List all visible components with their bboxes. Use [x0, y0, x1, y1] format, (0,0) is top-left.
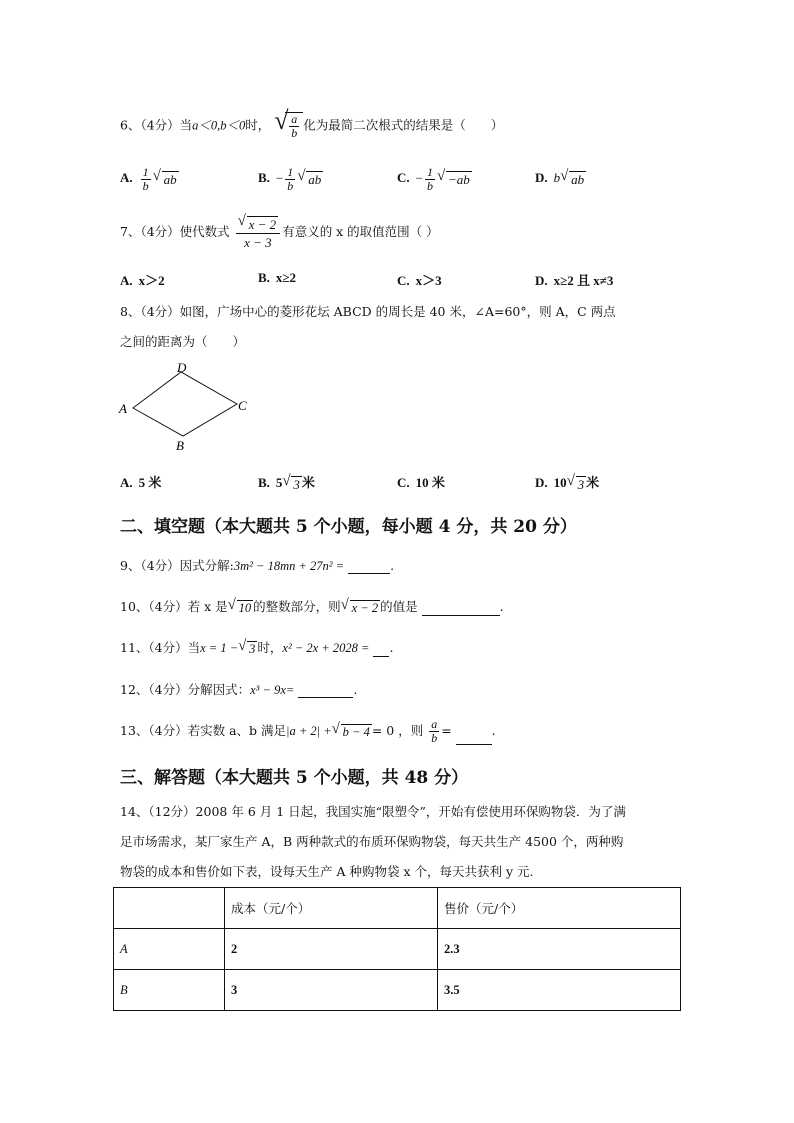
cost-price-table	[113, 887, 681, 1011]
table-cell: 2.3	[438, 929, 681, 970]
rhombus-diagram	[113, 360, 263, 455]
q8-option-c[interactable]: C. 10 米	[397, 475, 445, 490]
q6-fraction: $\frac{a}{b}$	[291, 112, 298, 140]
q6-option-c[interactable]: C. − $\frac{1}{b}$ √ −ab	[397, 165, 470, 193]
q6-tail: 化为最简二次根式的结果是（ ）	[303, 117, 504, 133]
q7-option-d[interactable]: D. x≥2 且 x≠3	[535, 273, 614, 288]
q6-option-a[interactable]: A. $\frac{1}{b}$ √ ab	[120, 165, 177, 193]
q8-option-b[interactable]: B. 5 √ 3 米	[258, 472, 315, 492]
q7-option-c[interactable]: C. x＞3	[397, 273, 442, 288]
vertex-a-label: A	[119, 401, 127, 416]
q7-option-b[interactable]: B. x≥2	[258, 270, 297, 285]
table-row	[114, 929, 681, 970]
table-row	[114, 970, 681, 1011]
q10: 10、（4分）若 x 是 √ 10 的整数部分，则 √ x − 2 的值是 .	[120, 596, 504, 615]
q12-answer-blank[interactable]	[298, 685, 353, 698]
q6-option-d[interactable]: D. b √ ab	[535, 167, 585, 187]
q9: 9、（4分）因式分解:3m² − 18mn + 27n² = .	[120, 558, 395, 573]
q14-line-3: 物袋的成本和售价如下表，设每天生产 A 种购物袋 x 个，每天共获利 y 元.	[120, 864, 534, 879]
table-cell: 3.5	[438, 970, 681, 1011]
q6-condition: a＜0,b＜0	[192, 118, 246, 133]
table-cell: 3	[225, 970, 438, 1011]
table-header-cell	[114, 888, 225, 929]
q8-option-d[interactable]: D. 10 √ 3 米	[535, 472, 600, 492]
q11-answer-blank[interactable]	[373, 644, 389, 657]
q10-answer-blank[interactable]	[422, 603, 500, 616]
q14-line-1: 14、（12分）2008 年 6 月 1 日起，我国实施“限塑令”，开始有偿使用环保购物袋．为了满	[120, 804, 626, 819]
q6-option-b[interactable]: B. − $\frac{1}{b}$ √ ab	[258, 165, 322, 193]
q13: 13、（4分）若实数 a、b 满足|a + 2| + √ b − 4 = 0 ，则 $\frac{a}{b}$ = .	[120, 717, 496, 745]
section-2-title: 二、填空题（本大题共 5 个小题，每小题 4 分，共 20 分）	[120, 517, 577, 537]
q12: 12、（4分）分解因式：x³ − 9x= .	[120, 682, 358, 697]
q6-radical: √ $\frac{a}{b}$	[274, 112, 303, 140]
q9-expression: 3m² − 18mn + 27n² =	[233, 559, 345, 573]
q11: 11、（4分）当x = 1 − √ 3 时，x² − 2x + 2028 = .	[120, 637, 394, 656]
q8-line-1: 8、（4分）如图，广场中心的菱形花坛 ABCD 的周长是 40 米，∠A=60°，则 A，C 两点	[120, 304, 616, 319]
q6-number: 6、（4分）当	[120, 117, 193, 133]
q7-option-a[interactable]: A. x＞2	[120, 273, 165, 288]
q7-number: 7、（4分）使代数式	[120, 223, 230, 239]
table-header-cell: 售价（元/个）	[438, 888, 681, 929]
q7-stem	[120, 214, 439, 251]
table-header-cell: 成本（元/个）	[225, 888, 438, 929]
table-cell: A	[114, 929, 225, 970]
table-cell: 2	[225, 929, 438, 970]
q9-answer-blank[interactable]	[348, 561, 390, 574]
q7-fraction: √ x − 2 x − 3	[236, 214, 281, 251]
vertex-c-label: C	[238, 398, 247, 413]
q8-option-a[interactable]: A. 5 米	[120, 475, 162, 490]
table-header-row	[114, 888, 681, 929]
q13-answer-blank[interactable]	[456, 732, 492, 745]
rhombus-abcd	[133, 372, 237, 436]
q6-connector: 时，	[245, 117, 271, 133]
q6-stem	[120, 106, 504, 140]
q7-tail: 有意义的 x 的取值范围（ ）	[282, 223, 439, 239]
section-3-title: 三、解答题（本大题共 5 个小题，共 48 分）	[120, 768, 469, 788]
vertex-d-label: D	[177, 360, 187, 375]
table-cell: B	[114, 970, 225, 1011]
vertex-b-label: B	[176, 438, 184, 453]
q8-line-2: 之间的距离为（ ）	[120, 334, 246, 349]
q14-line-2: 足市场需求，某厂家生产 A，B 两种款式的布质环保购物袋，每天共生产 4500 个，两种购	[120, 834, 624, 849]
